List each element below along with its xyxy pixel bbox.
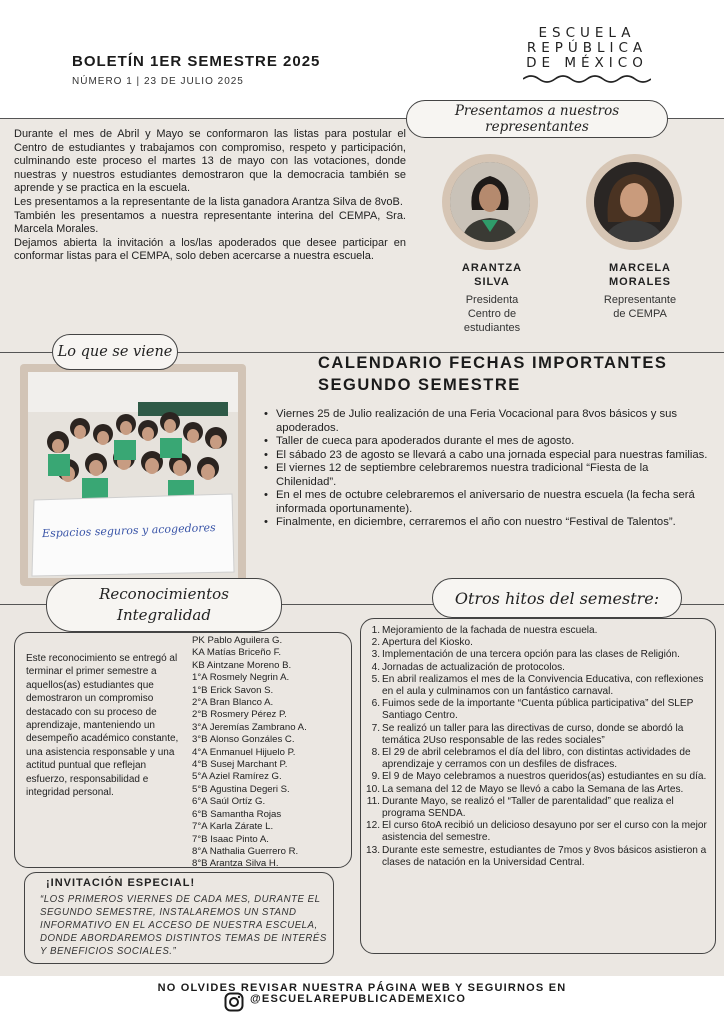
list-item: 10. La semana del 12 de Mayo se llevó a cabo la Semana de las Artes.: [366, 783, 684, 795]
list-item: 13. Durante este semestre, estudiantes de 7mos y 8vos básicos asistieron a clases de natación en la Universidad Central.: [366, 844, 707, 868]
list-item: 12. El curso 6toA recibió un delicioso desayuno por ser el curso con la mejor asistencia del semestre.: [366, 820, 707, 844]
rep-name-marcela: MARCELA MORALES: [609, 262, 671, 288]
person-photo-icon: [450, 162, 530, 242]
logo-line-3: DE MÉXICO: [526, 55, 648, 71]
list-item: 4°A Enmanuel Hijuelo P.: [192, 746, 296, 758]
list-item: KA Matías Briceño F.: [192, 647, 282, 659]
reconocimientos-text: Este reconocimiento se entregó al terminar el primer semestre a aquellos(as) estudiantes que demostraron un compromiso destacado con su proceso de aprendizaje, manteniendo un desempeño académico constante, una asistencia responsable y una actitud puntual que reflejan esfuerzo, responsabilidad e integridad personal.: [26, 653, 179, 799]
wave-icon: [523, 73, 651, 83]
list-item: 7. Se realizó un taller para las directivas de curso, donde se abordó la temática 2Uso responsable de las redes sociales”: [371, 722, 684, 746]
newsletter-subtitle: NÚMERO 1 | 23 DE JULIO 2025: [72, 76, 244, 87]
calendar-list: [262, 408, 708, 530]
intro-paragraph: También les presentamos a nuestra representante interina del CEMPA, Sra. Marcela Morales.: [14, 209, 406, 236]
newsletter-title: BOLETÍN 1ER SEMESTRE 2025: [72, 53, 321, 70]
school-logo: [512, 26, 662, 83]
list-item: 5°A Aziel Ramírez G.: [192, 771, 282, 783]
avatar-arantza: [442, 154, 538, 250]
list-item: 2. Apertura del Kiosko.: [371, 637, 473, 649]
instagram-icon[interactable]: [224, 992, 244, 1012]
calendar-title: CALENDARIO FECHAS IMPORTANTES SEGUNDO SEMESTRE: [318, 354, 668, 394]
rep-role-marcela: Representante de CEMPA: [603, 294, 677, 320]
list-item: 5°B Agustina Degeri S.: [192, 783, 290, 795]
logo-line-2: REPÚBLICA: [526, 40, 648, 56]
intro-paragraph: Les presentamos a la representante de la lista ganadora Arantza Silva de 8voB.: [14, 195, 403, 208]
invitacion-text: “LOS PRIMEROS VIERNES DE CADA MES, DURANTE EL SEGUNDO SEMESTRE, INSTALAREMOS UN STAND INFORMATIVO EN EL ACCESO DE NUESTRA ESCUELA, DONDE ABORDAREMOS DISTINTOS TEMAS DE INTERÉS Y BENEFICIOS SOCIALES.”: [40, 894, 327, 957]
list-item: 4. Jornadas de actualización de protocolos.: [371, 661, 565, 673]
person-photo-icon: [594, 162, 674, 242]
list-item: 5. En abril realizamos el mes de la Convivencia Educativa, con reflexiones en el aula y culminamos con un fantástico carnaval.: [371, 673, 704, 698]
list-item: 3°B Alonso Gonzáles C.: [192, 734, 295, 746]
students-photo-icon: [28, 372, 238, 578]
list-item: PK Pablo Aguilera G.: [192, 635, 283, 646]
footer-text: NO OLVIDES REVISAR NUESTRA PÁGINA WEB Y SEGUIRNOS EN: [157, 982, 567, 994]
rep-role-arantza: Presidenta Centro de estudiantes: [463, 294, 521, 334]
list-item: 7°B Isaac Pinto A.: [192, 833, 269, 845]
list-item: KB Aintzane Moreno B.: [192, 659, 292, 671]
rep-name-arantza: ARANTZA SILVA: [461, 262, 523, 288]
list-item: 1°B Erick Savon S.: [192, 684, 274, 696]
list-item: 2°B Rosmery Pérez P.: [192, 709, 287, 721]
list-item: 8. El 29 de abril celebramos el día del libro, con distintas actividades de aprendizaje y cerramos con un desfiles de disfraces.: [371, 747, 691, 771]
reconocimientos-names: [192, 635, 342, 871]
list-item: • Viernes 25 de Julio realización de una Feria Vocacional para 8vos básicos y sus apoderados.: [262, 408, 708, 435]
list-item: 8°A Nathalia Guerrero R.: [192, 845, 299, 857]
list-item: 11. Durante Mayo, se realizó el “Taller de parentalidad” que realiza el programa SENDA.: [366, 795, 674, 820]
list-item: 6°A Saúl Ortíz G.: [192, 796, 266, 808]
list-item: 1°A Rosmely Negrin A.: [192, 672, 290, 684]
list-item: 3°A Jeremías Zambrano A.: [192, 721, 307, 733]
representantes-heading: Presentamos a nuestros representantes: [406, 100, 668, 138]
intro-paragraph: Dejamos abierta la invitación a los/las apoderados que desee participar en conformar listas para el CEMPA, solo deben acercarse a nuestra escuela.: [14, 236, 406, 263]
list-item: 9. El 9 de Mayo celebramos a nuestros queridos(as) estudiantes en su día.: [371, 771, 707, 783]
list-item: 6°B Samantha Rojas: [192, 808, 282, 820]
list-item: 8°B Arantza Silva H.: [192, 858, 279, 870]
otros-heading: Otros hitos del semestre:: [432, 578, 682, 618]
instagram-handle[interactable]: @ESCUELAREPUBLICADEMEXICO: [250, 993, 467, 1005]
list-item: 4°B Susej Marchant P.: [192, 759, 288, 771]
list-item: • En el mes de octubre celebraremos el aniversario de nuestra escuela (la fecha será informada oportunamente).: [262, 489, 708, 516]
photo-banner-text: Espacios seguros y acogedores: [41, 521, 216, 541]
list-item: • Taller de cueca para apoderados durante el mes de agosto.: [262, 435, 708, 449]
representantes-intro: [14, 128, 406, 264]
otros-list: [366, 625, 710, 869]
list-item: 6. Fuimos sede de la importante “Cuenta pública participativa” del SLEP Santiago Centro.: [371, 698, 694, 722]
list-item: 3. Implementación de una tercera opción para las clases de Religión.: [371, 649, 680, 661]
group-photo-frame: [20, 364, 246, 586]
reconocimientos-heading: Reconocimientos Integralidad: [46, 578, 282, 632]
list-item: • Finalmente, en diciembre, cerraremos el año con nuestro “Festival de Talentos”.: [262, 516, 708, 530]
invitacion-title: ¡INVITACIÓN ESPECIAL!: [46, 877, 196, 889]
list-item: 7°A Karla Zárate L.: [192, 821, 274, 833]
list-item: 1. Mejoramiento de la fachada de nuestra escuela.: [371, 625, 598, 636]
group-photo: [28, 372, 238, 578]
avatar-marcela: [586, 154, 682, 250]
intro-paragraph: Durante el mes de Abril y Mayo se conformaron las listas para postular el Centro de estudiantes y trabajamos con compromiso, respeto y participación, culminando este proceso el martes 13 de mayo con las votaciones, donde nuestras y nuestros estudiantes demostraron que la democracia también se aprende y se practica en la escuela.: [14, 128, 406, 195]
list-item: • El viernes 12 de septiembre celebraremos nuestra tradicional “Fiesta de la Chilenidad”.: [262, 462, 708, 489]
proximo-heading: Lo que se viene: [52, 334, 178, 370]
list-item: 2°A Bran Blanco A.: [192, 697, 274, 709]
logo-line-1: ESCUELA: [538, 25, 636, 41]
list-item: • El sábado 23 de agosto se llevará a cabo una jornada especial para nuestras familias.: [262, 449, 708, 463]
